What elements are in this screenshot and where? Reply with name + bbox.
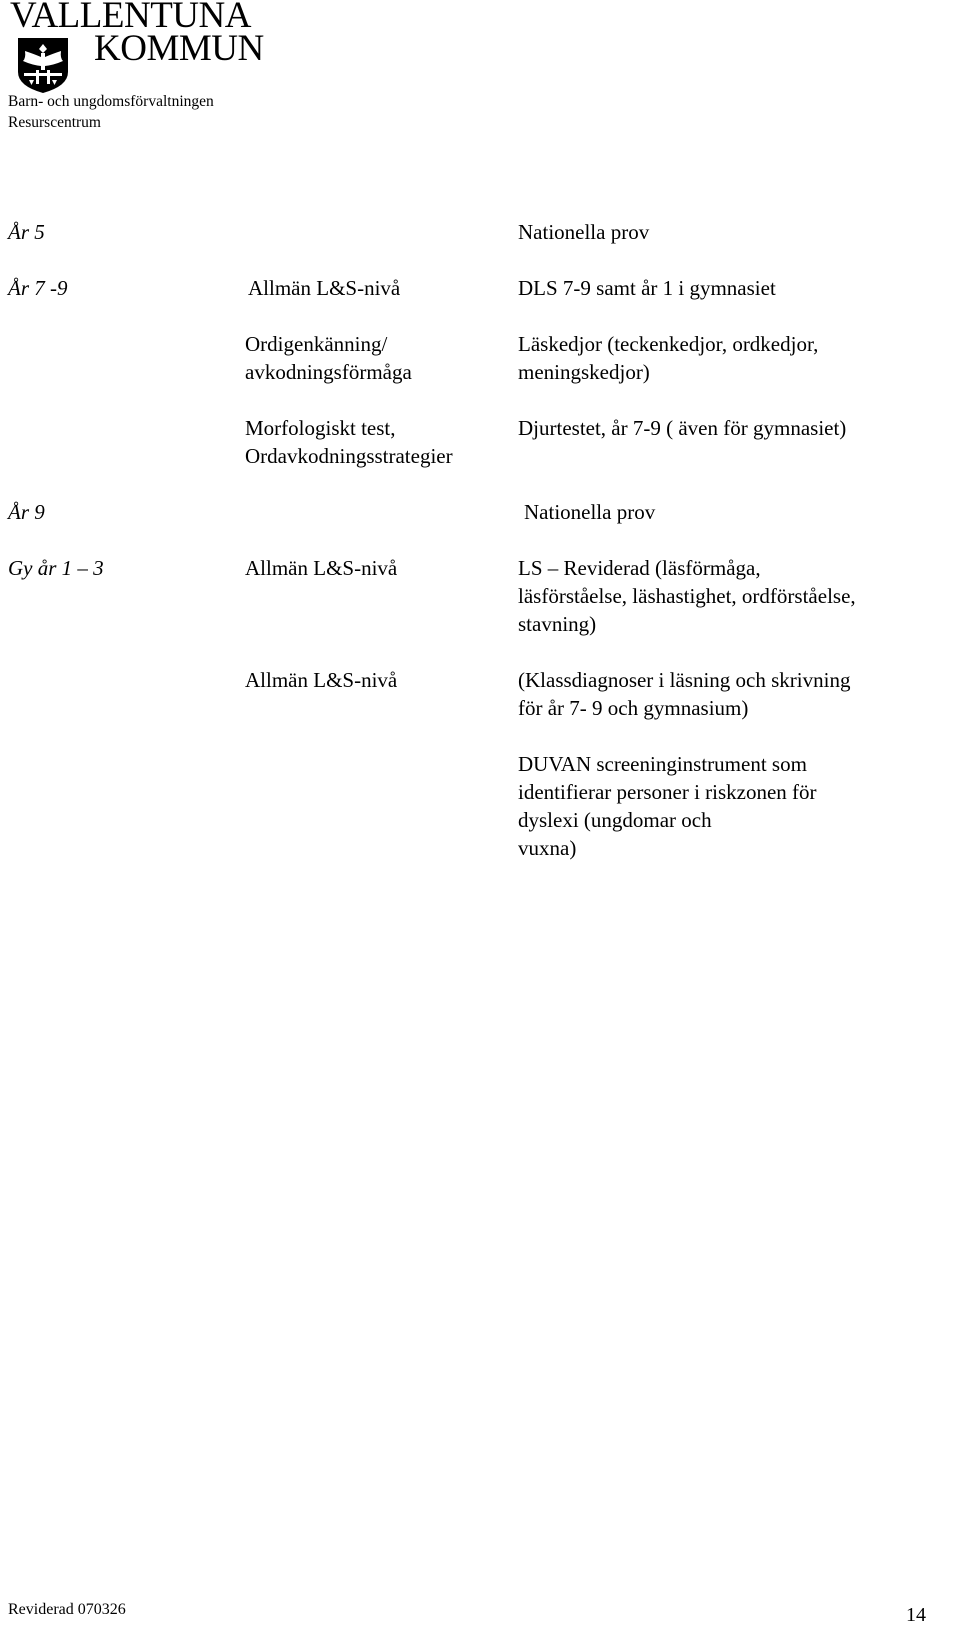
test-text: stavning) <box>518 612 597 636</box>
test-text: LS – Reviderad (läsförmåga, <box>518 556 761 580</box>
test-text: DUVAN screeninginstrument som <box>518 752 807 776</box>
level-text: Allmän L&S-nivå <box>245 556 398 580</box>
logo-text-kommun: KOMMUN <box>94 28 264 69</box>
test-text: vuxna) <box>518 836 577 860</box>
level-text: Ordigenkänning/ <box>245 332 388 356</box>
year-label: År 5 <box>8 220 45 244</box>
test-text: Nationella prov <box>518 220 650 244</box>
test-text: identifierar personer i riskzonen för <box>518 780 817 804</box>
level-text: Allmän L&S-nivå <box>245 668 398 692</box>
year-label: År 7 -9 <box>8 276 68 300</box>
level-text: Allmän L&S-nivå <box>248 276 401 300</box>
level-text: Morfologiskt test, <box>245 416 396 440</box>
level-text: Ordavkodningsstrategier <box>245 444 453 468</box>
year-label: År 9 <box>8 500 45 524</box>
test-text: (Klassdiagnoser i läsning och skrivning <box>518 668 851 692</box>
revision-date: Reviderad 070326 <box>8 1601 126 1618</box>
test-text: läsförståelse, läshastighet, ordförståelse, <box>518 584 856 608</box>
test-text: för år 7- 9 och gymnasium) <box>518 696 749 720</box>
page-number: 14 <box>906 1604 926 1626</box>
level-text: avkodningsförmåga <box>245 360 412 384</box>
test-text: Nationella prov <box>524 500 656 524</box>
logo-text-vallentuna: VALLENTUNA <box>10 0 251 36</box>
test-text: meningskedjor) <box>518 360 650 384</box>
crest-eagle-icon <box>14 36 72 94</box>
test-text: Läskedjor (teckenkedjor, ordkedjor, <box>518 332 819 356</box>
department-name: Barn- och ungdomsförvaltningen <box>8 93 214 110</box>
test-text: DLS 7-9 samt år 1 i gymnasiet <box>518 276 776 300</box>
test-text: dyslexi (ungdomar och <box>518 808 712 832</box>
test-text: Djurtestet, år 7-9 ( även för gymnasiet) <box>518 416 847 440</box>
unit-name: Resurscentrum <box>8 114 101 131</box>
year-label: Gy år 1 – 3 <box>8 556 104 580</box>
vallentuna-kommun-logo <box>8 0 264 100</box>
